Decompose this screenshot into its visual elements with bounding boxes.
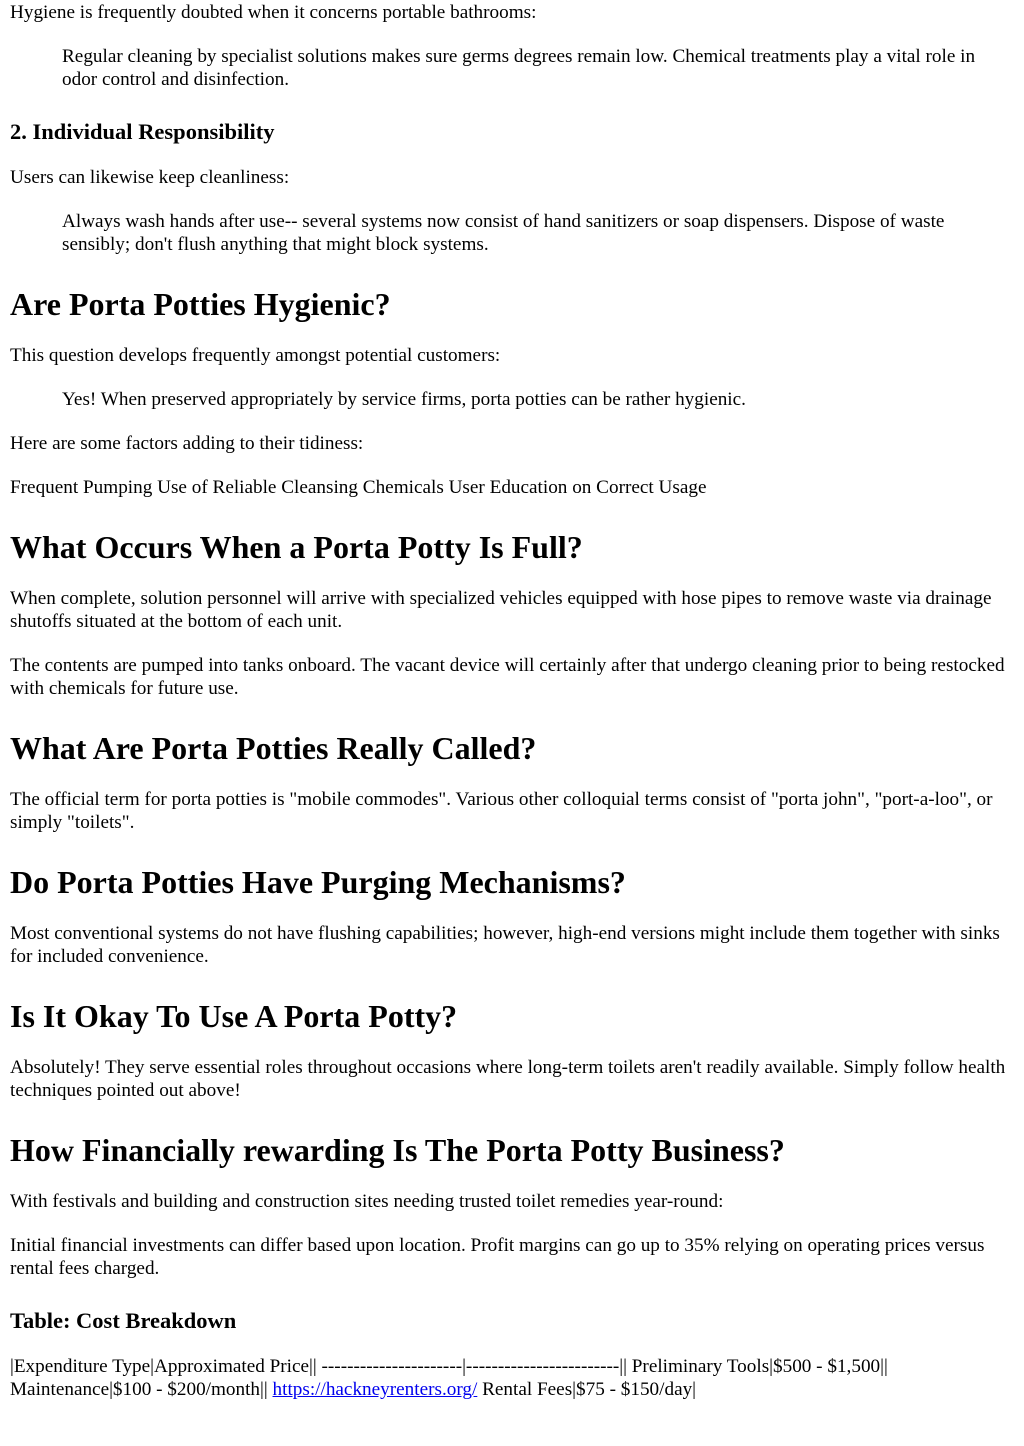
okay-paragraph: Absolutely! They serve essential roles throughout occasions where long-term toilets aren't readily available. Simply follow health techniques pointed out above! xyxy=(10,1057,1006,1101)
heading-full: What Occurs When a Porta Potty Is Full? xyxy=(10,529,583,565)
business-paragraph-2: Initial financial investments can differ based upon location. Profit margins can go up to 35% relying on operating prices versus rental fees charged. xyxy=(10,1235,985,1279)
called-paragraph: The official term for porta potties is "mobile commodes". Various other colloquial terms consist of "porta john", "port-a-loo", or simply "toilets". xyxy=(10,789,993,833)
factors-text: Here are some factors adding to their tidiness: xyxy=(10,433,364,454)
purging-paragraph: Most conventional systems do not have flushing capabilities; however, high-end versions might include them together with sinks for included convenience. xyxy=(10,923,1000,967)
heading-cost-breakdown: Table: Cost Breakdown xyxy=(10,1308,237,1333)
full-paragraph-2: The contents are pumped into tanks onboard. The vacant device will certainly after that undergo cleaning prior to being restocked with chemicals for future use. xyxy=(10,655,1005,699)
users-text: Users can likewise keep cleanliness: xyxy=(10,167,290,188)
factors-list: Frequent Pumping Use of Reliable Cleansing Chemicals User Education on Correct Usage xyxy=(10,477,707,498)
cost-table-before: |Expenditure Type|Approximated Price|| ----------------------|------------------------|| Preliminary Tools|$500 - $1,500|| Maintenance|$100 - $200/month|| xyxy=(10,1356,888,1400)
heading-okay: Is It Okay To Use A Porta Potty? xyxy=(10,998,458,1034)
cost-table-text xyxy=(10,1355,1014,1401)
heading-purging: Do Porta Potties Have Purging Mechanisms? xyxy=(10,864,626,900)
hackneyrenters-link[interactable]: https://hackneyrenters.org/ xyxy=(272,1379,478,1400)
heading-business: How Financially rewarding Is The Porta Potty Business? xyxy=(10,1132,785,1168)
heading-hygienic: Are Porta Potties Hygienic? xyxy=(10,286,391,322)
full-paragraph-1: When complete, solution personnel will arrive with specialized vehicles equipped with hose pipes to remove waste via drainage shutoffs situated at the bottom of each unit. xyxy=(10,588,992,632)
business-paragraph-1: With festivals and building and construction sites needing trusted toilet remedies year-round: xyxy=(10,1191,724,1212)
heading-individual-responsibility: 2. Individual Responsibility xyxy=(10,119,275,144)
intro-hygiene-text: Hygiene is frequently doubted when it concerns portable bathrooms: xyxy=(10,2,537,23)
yes-quote: Yes! When preserved appropriately by service firms, porta potties can be rather hygienic. xyxy=(62,389,746,410)
cost-table-after: Rental Fees|$75 - $150/day| xyxy=(477,1379,697,1400)
wash-hands-quote: Always wash hands after use-- several systems now consist of hand sanitizers or soap dispensers. Dispose of waste sensibly; don't flush anything that might block systems. xyxy=(62,211,945,255)
question-text: This question develops frequently amongst potential customers: xyxy=(10,345,501,366)
cleaning-quote: Regular cleaning by specialist solutions makes sure germs degrees remain low. Chemical treatments play a vital role in odor control and disinfection. xyxy=(62,46,976,90)
heading-called: What Are Porta Potties Really Called? xyxy=(10,730,537,766)
